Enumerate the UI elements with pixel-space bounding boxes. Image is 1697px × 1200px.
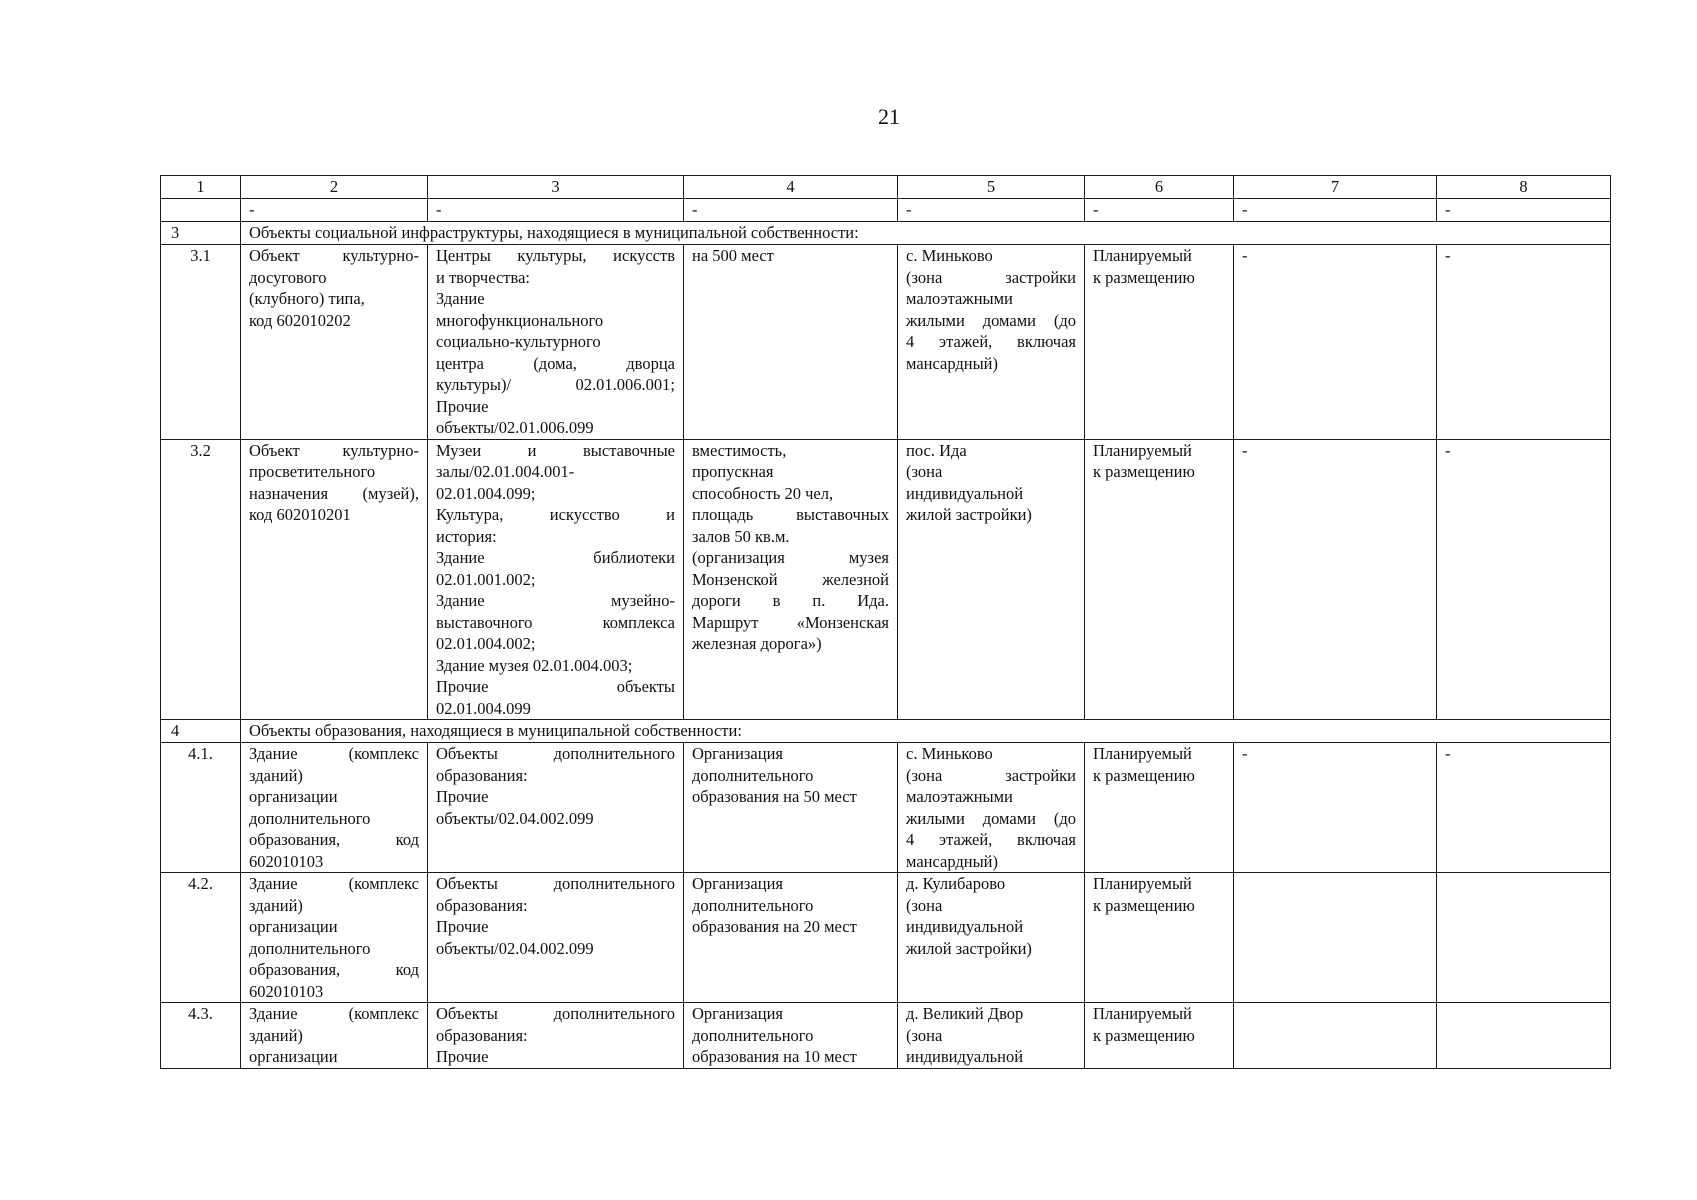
cell-col-3 xyxy=(428,873,684,1003)
cell-col-4 xyxy=(684,743,898,873)
cell-text-line: железная дорога») xyxy=(692,634,822,653)
dash-cell-8: - xyxy=(1437,199,1611,222)
cell-text-line: (зона застройки xyxy=(906,765,1076,785)
table-row xyxy=(161,245,1611,440)
cell-text-line: образования на 50 мест xyxy=(692,787,857,806)
cell-col-6 xyxy=(1085,439,1234,720)
cell-text-line: (зона xyxy=(906,1025,943,1045)
dash-cell-7: - xyxy=(1234,199,1437,222)
cell-text-line: Здание музейно- xyxy=(436,591,675,610)
cell-text-line: к размещению xyxy=(1093,895,1195,915)
cell-col-6 xyxy=(1085,1003,1234,1069)
cell-text-line: к размещению xyxy=(1093,267,1195,287)
cell-text-line: организации xyxy=(249,917,338,936)
cell-text-line: малоэтажными xyxy=(906,289,1013,308)
cell-text-line: 02.01.001.002; xyxy=(436,569,536,589)
cell-text-line: способность 20 чел, xyxy=(692,483,834,503)
cell-text-line: Здание (комплекс xyxy=(249,744,419,763)
cell-text-line: Центры культуры, искусств xyxy=(436,246,675,265)
cell-text-line: Объекты дополнительного xyxy=(436,1004,675,1023)
cell-text-line: Прочие xyxy=(436,917,489,936)
cell-text-line: д. Великий Двор xyxy=(906,1004,1024,1023)
cell-text-line: образования на 20 мест xyxy=(692,917,857,936)
cell-text-line: жилыми домами (до xyxy=(906,310,1076,330)
row-number: 4.1. xyxy=(161,743,241,873)
cell-text-line: образования, код xyxy=(249,830,419,849)
cell-col-2 xyxy=(241,743,428,873)
cell-text-line: образования: xyxy=(436,895,528,915)
page-number: 21 xyxy=(878,104,900,129)
cell-text-line: Прочие xyxy=(436,787,489,806)
cell-text-line: и творчества: xyxy=(436,267,530,287)
cell-text-line: дороги в п. Ида. xyxy=(692,591,889,610)
cell-text-line: 02.01.004.002; xyxy=(436,634,536,653)
table-row xyxy=(161,873,1611,1003)
cell-text-line: Прочие xyxy=(436,1047,489,1066)
cell-text-line: 02.01.004.099 xyxy=(436,698,531,718)
cell-col-7: - xyxy=(1234,245,1437,440)
cell-col-2 xyxy=(241,439,428,720)
section-title: Объекты образования, находящиеся в муниципальной собственности: xyxy=(241,720,1611,743)
dash-cell-3: - xyxy=(428,199,684,222)
cell-text-line: дополнительного xyxy=(692,1025,814,1045)
cell-text-line: дополнительного xyxy=(249,938,371,958)
column-header-6: 6 xyxy=(1085,176,1234,199)
cell-col-8 xyxy=(1437,873,1611,1003)
cell-text-line: залов 50 кв.м. xyxy=(692,526,790,546)
cell-text-line: Объект культурно- xyxy=(249,440,419,460)
cell-text-line: Культура, искусство и xyxy=(436,505,675,524)
cell-text-line: вместимость, xyxy=(692,440,787,460)
dash-cell-6: - xyxy=(1085,199,1234,222)
cell-text-line: Объекты дополнительного xyxy=(436,744,675,763)
cell-text-line: (зона xyxy=(906,895,943,915)
table-row xyxy=(161,743,1611,873)
cell-text-line: просветительного xyxy=(249,462,376,481)
column-header-7: 7 xyxy=(1234,176,1437,199)
cell-text-line: Здание библиотеки xyxy=(436,548,675,567)
cell-text-line: зданий) xyxy=(249,765,303,785)
cell-text-line: Прочие объекты xyxy=(436,677,675,696)
cell-col-2 xyxy=(241,873,428,1003)
cell-text-line: индивидуальной xyxy=(906,483,1024,503)
section-row-4 xyxy=(161,720,1611,743)
cell-text-line: мансардный) xyxy=(906,353,998,373)
cell-col-7: - xyxy=(1234,743,1437,873)
row-number: 4.3. xyxy=(161,1003,241,1069)
cell-text-line: с. Миньково xyxy=(906,246,993,265)
cell-text-line: объекты/02.04.002.099 xyxy=(436,808,594,828)
cell-text-line: многофункционального xyxy=(436,310,604,330)
cell-text-line: дополнительного xyxy=(249,808,371,828)
cell-text-line: (клубного) типа, xyxy=(249,289,365,308)
cell-text-line: досугового xyxy=(249,267,327,287)
objects-table xyxy=(160,175,1611,1069)
cell-col-5 xyxy=(898,439,1085,720)
cell-col-3 xyxy=(428,245,684,440)
cell-text-line: назначения (музей), xyxy=(249,483,419,503)
dash-cell-1 xyxy=(161,199,241,222)
cell-text-line: Здание музея 02.01.004.003; xyxy=(436,655,633,675)
column-header-3: 3 xyxy=(428,176,684,199)
cell-text-line: Здание (комплекс xyxy=(249,1004,419,1023)
cell-col-4 xyxy=(684,245,898,440)
cell-col-7 xyxy=(1234,873,1437,1003)
cell-col-7: - xyxy=(1234,439,1437,720)
column-header-5: 5 xyxy=(898,176,1085,199)
cell-text-line: Планируемый xyxy=(1093,246,1192,265)
cell-text-line: Здание xyxy=(436,289,485,308)
cell-text-line: малоэтажными xyxy=(906,787,1013,806)
cell-text-line: Монзенской железной xyxy=(692,569,889,589)
cell-text-line: (организация музея xyxy=(692,548,889,567)
cell-text-line: (зона застройки xyxy=(906,267,1076,287)
cell-text-line: жилой застройки) xyxy=(906,505,1032,524)
cell-text-line: площадь выставочных xyxy=(692,505,889,524)
cell-col-8: - xyxy=(1437,743,1611,873)
cell-text-line: социально-культурного xyxy=(436,332,601,351)
cell-text-line: дополнительного xyxy=(692,765,814,785)
cell-text-line: выставочного комплекса xyxy=(436,612,675,632)
cell-text-line: зданий) xyxy=(249,895,303,915)
section-row-3 xyxy=(161,222,1611,245)
cell-text-line: история: xyxy=(436,526,497,546)
dash-cell-4: - xyxy=(684,199,898,222)
cell-text-line: дополнительного xyxy=(692,895,814,915)
cell-col-6 xyxy=(1085,245,1234,440)
cell-text-line: индивидуальной xyxy=(906,1047,1024,1066)
cell-text-line: Организация xyxy=(692,1004,784,1023)
row-number: 3.1 xyxy=(161,245,241,440)
cell-text-line: залы/02.01.004.001- xyxy=(436,462,575,481)
cell-text-line: центра (дома, дворца xyxy=(436,353,675,373)
cell-text-line: зданий) xyxy=(249,1025,303,1045)
cell-col-5 xyxy=(898,873,1085,1003)
cell-text-line: к размещению xyxy=(1093,765,1195,785)
cell-text-line: Планируемый xyxy=(1093,874,1192,893)
cell-col-6 xyxy=(1085,743,1234,873)
cell-text-line: индивидуальной xyxy=(906,917,1024,936)
cell-text-line: код 602010202 xyxy=(249,310,351,330)
section-number: 4 xyxy=(161,720,241,743)
cell-col-3 xyxy=(428,743,684,873)
cell-text-line: организации xyxy=(249,1047,338,1066)
cell-text-line: Объекты дополнительного xyxy=(436,874,675,893)
cell-text-line: объекты/02.01.006.099 xyxy=(436,418,594,437)
cell-col-4 xyxy=(684,1003,898,1069)
cell-col-4 xyxy=(684,439,898,720)
cell-text-line: культуры)/ 02.01.006.001; xyxy=(436,375,675,394)
cell-col-5 xyxy=(898,245,1085,440)
row-number: 4.2. xyxy=(161,873,241,1003)
section-number: 3 xyxy=(161,222,241,245)
dash-row xyxy=(161,199,1611,222)
cell-text-line: 602010103 xyxy=(249,981,324,1001)
cell-text-line: пропускная xyxy=(692,462,774,481)
cell-col-6 xyxy=(1085,873,1234,1003)
cell-text-line: образования, код xyxy=(249,960,419,979)
cell-text-line: Объект культурно- xyxy=(249,246,419,265)
cell-text-line: с. Миньково xyxy=(906,744,993,763)
column-header-row xyxy=(161,176,1611,199)
cell-col-5 xyxy=(898,1003,1085,1069)
cell-text-line: организации xyxy=(249,787,338,806)
cell-text-line: образования на 10 мест xyxy=(692,1047,857,1066)
cell-text-line: (зона xyxy=(906,462,943,481)
cell-col-8 xyxy=(1437,1003,1611,1069)
cell-col-7 xyxy=(1234,1003,1437,1069)
cell-text-line: Организация xyxy=(692,744,784,763)
cell-col-3 xyxy=(428,439,684,720)
cell-text-line: к размещению xyxy=(1093,462,1195,481)
cell-text-line: 4 этажей, включая xyxy=(906,332,1076,351)
cell-text-line: Здание (комплекс xyxy=(249,874,419,893)
cell-text-line: Планируемый xyxy=(1093,744,1192,763)
cell-col-8: - xyxy=(1437,245,1611,440)
dash-cell-2: - xyxy=(241,199,428,222)
cell-text-line: 02.01.004.099; xyxy=(436,483,536,503)
cell-col-4 xyxy=(684,873,898,1003)
table-row xyxy=(161,1003,1611,1069)
cell-col-5 xyxy=(898,743,1085,873)
row-number: 3.2 xyxy=(161,439,241,720)
cell-text-line: пос. Ида xyxy=(906,440,967,460)
cell-text-line: 602010103 xyxy=(249,851,324,871)
column-header-2: 2 xyxy=(241,176,428,199)
cell-text-line: д. Кулибарово xyxy=(906,874,1006,893)
cell-text-line: образования: xyxy=(436,765,528,785)
cell-text-line: мансардный) xyxy=(906,851,998,871)
cell-text-line: Маршрут «Монзенская xyxy=(692,612,889,632)
cell-col-8: - xyxy=(1437,439,1611,720)
cell-col-3 xyxy=(428,1003,684,1069)
cell-text-line: Планируемый xyxy=(1093,440,1192,460)
cell-text-line: объекты/02.04.002.099 xyxy=(436,938,594,958)
cell-text-line: Организация xyxy=(692,874,784,893)
cell-text-line: жилыми домами (до xyxy=(906,808,1076,828)
cell-text-line: Планируемый xyxy=(1093,1004,1192,1023)
cell-text-line: Прочие xyxy=(436,396,489,416)
cell-text-line: Музеи и выставочные xyxy=(436,440,675,460)
dash-cell-5: - xyxy=(898,199,1085,222)
column-header-4: 4 xyxy=(684,176,898,199)
column-header-1: 1 xyxy=(161,176,241,199)
cell-text-line: на 500 мест xyxy=(692,246,774,265)
section-title: Объекты социальной инфраструктуры, находящиеся в муниципальной собственности: xyxy=(241,222,1611,245)
cell-text-line: к размещению xyxy=(1093,1025,1195,1045)
column-header-8: 8 xyxy=(1437,176,1611,199)
cell-text-line: образования: xyxy=(436,1025,528,1045)
table-row xyxy=(161,439,1611,720)
cell-text-line: жилой застройки) xyxy=(906,938,1032,958)
cell-text-line: 4 этажей, включая xyxy=(906,830,1076,849)
cell-col-2 xyxy=(241,245,428,440)
cell-text-line: код 602010201 xyxy=(249,505,351,524)
cell-col-2 xyxy=(241,1003,428,1069)
